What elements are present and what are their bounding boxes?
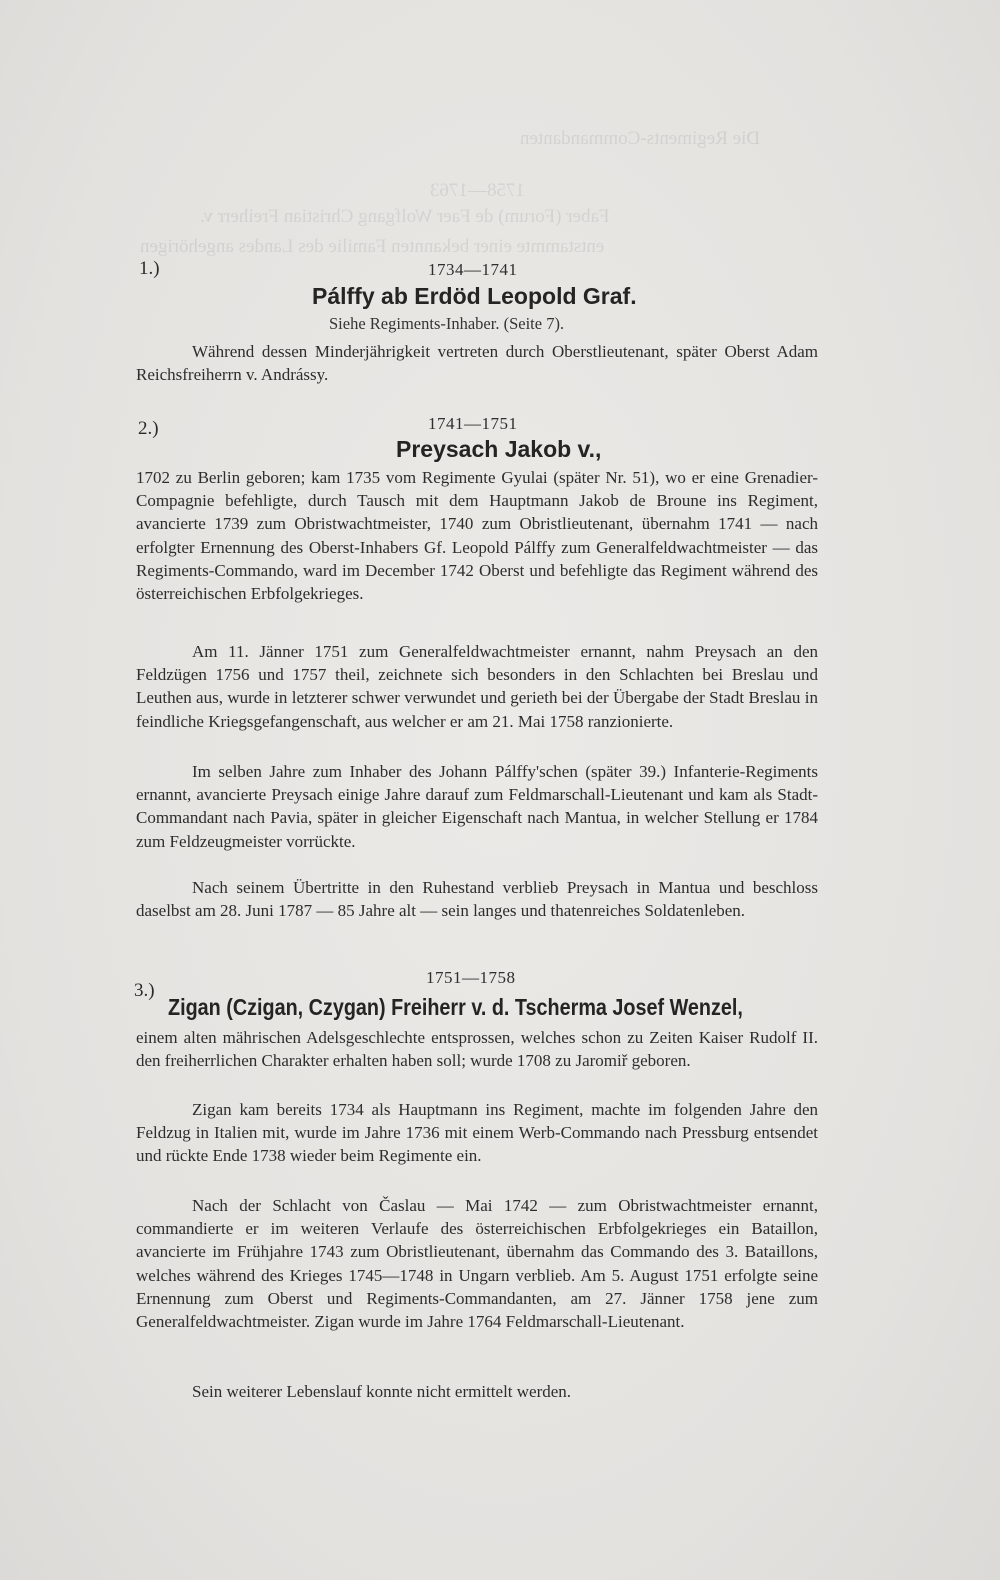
entry-paragraph: Nach seinem Übertritte in den Ruhestand verblieb Preysach in Mantua und beschloss daselbst am 28. Juni 1787 — 85 Jahre alt — sein langes und thatenreiches Soldatenleben. xyxy=(136,878,818,921)
entry-number: 3.) xyxy=(134,980,155,1001)
entry-paragraph: Zigan kam bereits 1734 als Hauptmann ins Regiment, machte im folgenden Jahre den Feldzug in Italien mit, wurde im Jahre 1736 mit einem Werb-Commando nach Pressburg entsendet und rückte Ende 1738 wieder beim Regimente ein. xyxy=(136,1100,818,1166)
entry-paragraph: Während dessen Minderjährigkeit vertreten durch Oberstlieutenant, später Oberst Adam Reichsfreiherrn v. Andrássy. xyxy=(136,342,818,385)
entry-number: 1.) xyxy=(139,258,160,279)
entry-years: 1741—1751 xyxy=(428,414,518,433)
entry-1 xyxy=(136,252,818,402)
entry-paragraph: 1702 zu Berlin geboren; kam 1735 vom Regimente Gyulai (später Nr. 51), wo er eine Grenadier-Compagnie befehligte, durch Tausch mit dem Hauptmann Jakob de Broune ins Regiment, avancierte 1739 zum Obristwachtmeister, 1740 zum Obristlieutenant, übernahm 1741 — nach erfolgter Ernennung des Oberst-Inhabers Gf. Leopold Pálffy zum Generalfeldwachtmeister — das Regiments-Commando, ward im December 1742 Oberst und befehligte das Regiment während des österreichischen Erbfolgekrieges. xyxy=(136,468,818,604)
entry-paragraph: Im selben Jahre zum Inhaber des Johann Pálffy'schen (später 39.) Infanterie-Regiments ernannt, avancierte Preysach einige Jahre darauf zum Feldmarschall-Lieutenant und kam als Stadt-Commandant nach Pavia, später in gleicher Eigenschaft nach Mantua, in welcher Stellung er 1784 zum Feldzeugmeister vorrückte. xyxy=(136,762,818,851)
show-through-text: Die Regiments-Commandanten 1758—1763 Faber (Forum) de Faer Wolfgang Christian Freiherr v. entstammte einer bekannten Familie des Landes angehörigen xyxy=(140,128,761,257)
entry-paragraph: einem alten mährischen Adelsgeschlechte entsprossen, welches schon zu Zeiten Kaiser Rudolf II. den freiherrlichen Charakter erhalten haben soll; wurde 1708 zu Jaromiř geboren. xyxy=(136,1028,818,1071)
entry-years: 1751—1758 xyxy=(426,968,516,987)
entry-paragraph: Sein weiterer Lebenslauf konnte nicht ermittelt werden. xyxy=(192,1382,572,1401)
entry-name: Zigan (Czigan, Czygan) Freiherr v. d. Tscherma Josef Wenzel, xyxy=(168,994,743,1020)
entry-3 xyxy=(136,966,818,1426)
entry-name: Pálffy ab Erdöd Leopold Graf. xyxy=(312,283,637,309)
entry-number: 2.) xyxy=(138,418,159,439)
entry-paragraph: Am 11. Jänner 1751 zum Generalfeldwachtmeister ernannt, nahm Preysach an den Feldzügen 1756 und 1757 theil, zeichnete sich besonders in den Schlachten bei Breslau und Leuthen aus, wurde in letzterer schwer verwundet und gerieth bei der Übergabe der Stadt Breslau in feindliche Kriegsgefangenschaft, aus welcher er am 21. Mai 1758 ranzionierte. xyxy=(136,642,818,731)
entry-name: Preysach Jakob v., xyxy=(396,436,602,462)
entry-years: 1734—1741 xyxy=(428,260,518,279)
entry-paragraph: Nach der Schlacht von Časlau — Mai 1742 — zum Obristwachtmeister ernannt, commandierte er im weiteren Verlaufe des österreichischen Erbfolgekrieges ein Bataillon, avancierte im Frühjahre 1743 zum Obristlieutenant, übernahm das Commando des 3. Bataillons, welches während des Krieges 1745—1748 in Ungarn verblieb. Am 5. August 1751 erfolgte seine Ernennung zum Oberst und Regiments-Commandanten, am 27. Jänner 1758 jene zum Generalfeldwachtmeister. Zigan wurde im Jahre 1764 Feldmarschall-Lieutenant. xyxy=(136,1196,818,1332)
entry-2 xyxy=(136,414,818,954)
entry-note: Siehe Regiments-Inhaber. (Seite 7). xyxy=(329,314,565,333)
